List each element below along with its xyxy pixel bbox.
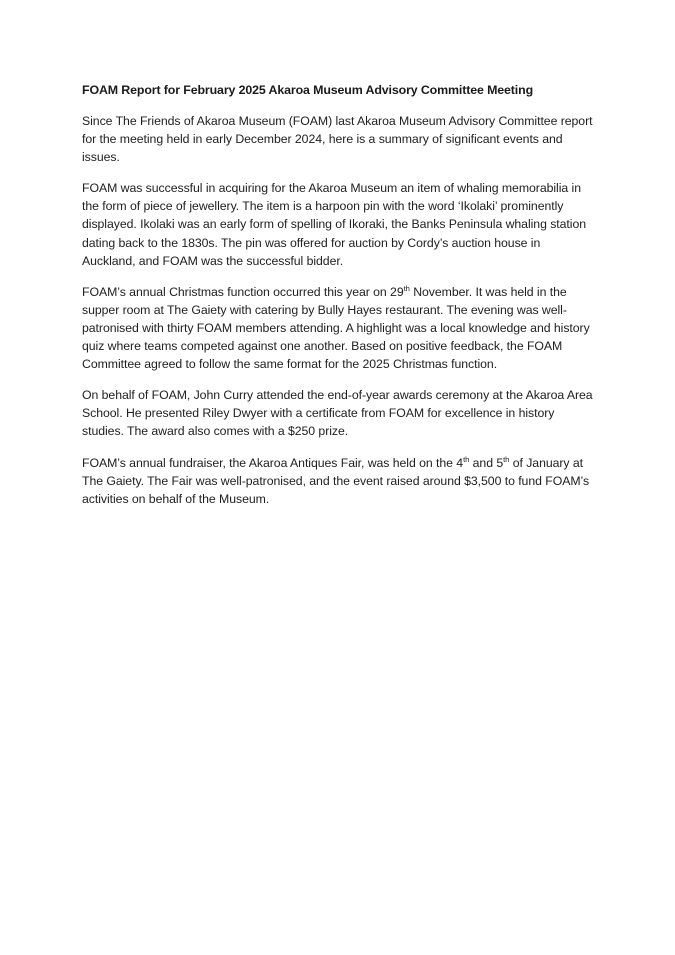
document-body	[82, 81, 593, 508]
paragraph-christmas-function: FOAM’s annual Christmas function occurred this year on 29th November. It was held in the supper room at The Gaiety with catering by Bully Hayes restaurant. The evening was well-patronised with thirty FOAM members attending. A highlight was a local knowledge and history quiz where teams competed against one another. Based on positive feedback, the FOAM Committee agreed to follow the same format for the 2025 Christmas function.	[82, 283, 590, 372]
ordinal-suffix: th	[403, 283, 410, 293]
paragraph-antiques-fair: FOAM’s annual fundraiser, the Akaroa Antiques Fair, was held on the 4th and 5th of January at The Gaiety. The Fair was well-patronised, and the event raised around $3,500 to fund FOAM’s activities on behalf of the Museum.	[82, 454, 590, 506]
ordinal-suffix: th	[463, 454, 470, 464]
paragraph-list	[82, 112, 593, 508]
paragraph-intro: Since The Friends of Akaroa Museum (FOAM) last Akaroa Museum Advisory Committee report for the meeting held in early December 2024, here is a summary of significant events and issues.	[82, 114, 593, 165]
ordinal-suffix: th	[503, 454, 510, 464]
paragraph-awards-ceremony: On behalf of FOAM, John Curry attended the end-of-year awards ceremony at the Akaroa Area School. He presented Riley Dwyer with a certificate from FOAM for excellence in history studies. The award also comes with a $250 prize.	[82, 388, 593, 439]
paragraph-whaling-memorabilia: FOAM was successful in acquiring for the Akaroa Museum an item of whaling memorabilia in the form of piece of jewellery. The item is a harpoon pin with the word ‘Ikolaki’ prominently displayed. Ikolaki was an early form of spelling of Ikoraki, the Banks Peninsula whaling station dating back to the 1830s. The pin was offered for auction by Cordy’s auction house in Auckland, and FOAM was the successful bidder.	[82, 181, 587, 268]
document-title: FOAM Report for February 2025 Akaroa Museum Advisory Committee Meeting	[82, 83, 534, 97]
